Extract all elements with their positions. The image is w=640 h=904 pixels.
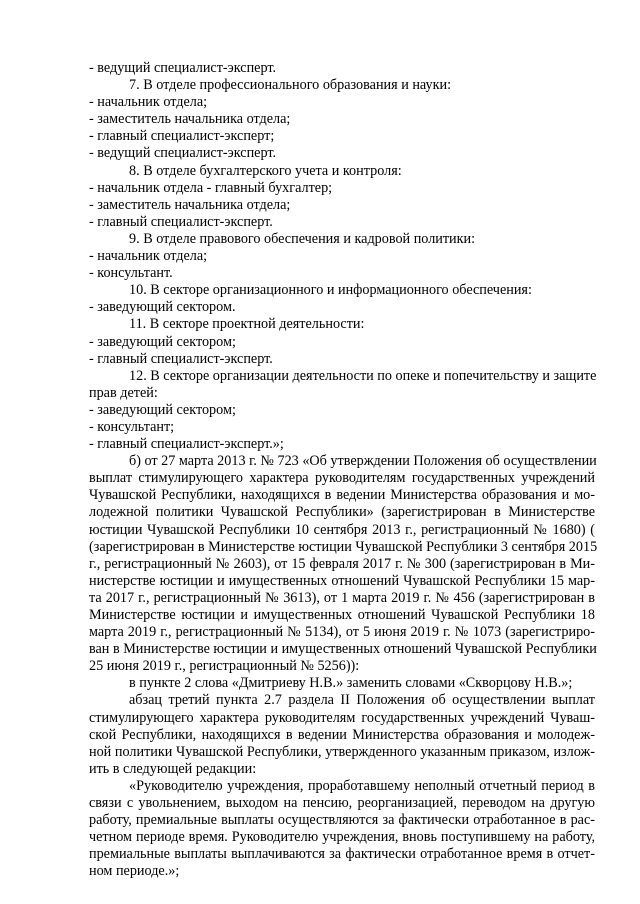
text-line: - главный специалист-эксперт.»; [89, 436, 284, 453]
text-line: ном периоде.»; [89, 863, 180, 880]
text-line: 11. В секторе проектной деятельности: [129, 316, 365, 333]
text-line: - заведующий сектором. [89, 299, 236, 316]
text-line: юстиции Чувашской Республики 10 сентября 2013 г., регистрационный № 1680) ( [89, 521, 595, 538]
text-line: нистерстве юстиции и имущественных отношений Чувашской Республики 15 мар- [89, 572, 595, 589]
text-line: - начальник отдела - главный бухгалтер; [89, 179, 333, 196]
text-line: связи с увольнением, выходом на пенсию, реорганизацией, переводом на другую [89, 795, 595, 812]
text-line: ить в следующей редакции: [89, 760, 257, 777]
text-line: Чувашской Республики, находящихся в ведении Министерства образования и мо- [89, 487, 595, 504]
text-line: - заведующий сектором; [89, 401, 236, 418]
text-line: - консультант; [89, 418, 175, 435]
text-line: 25 июня 2019 г., регистрационный № 5256)): [89, 658, 360, 675]
text-line: - заместитель начальника отдела; [89, 196, 291, 213]
text-line: четном периоде время. Руководителю учреждения, вновь поступившему на работу, [89, 829, 595, 846]
document-body [89, 60, 598, 881]
text-line: в пункте 2 слова «Дмитриеву Н.В.» заменить словами «Скворцову Н.В.»; [129, 675, 573, 692]
text-line: ван в Министерстве юстиции и имущественных отношений Чувашской Республики [89, 641, 597, 658]
text-line: 9. В отделе правового обеспечения и кадровой политики: [129, 230, 476, 247]
text-line: 8. В отделе бухгалтерского учета и контроля: [129, 162, 402, 179]
text-line: 7. В отделе профессионального образования и науки: [129, 77, 452, 94]
text-line: ной политики Чувашской Республики, утвержденного указанным приказом, излож- [89, 743, 595, 760]
text-line: марта 2019 г., регистрационный № 5134), от 5 июня 2019 г. № 1073 (зарегистриро- [89, 624, 595, 641]
text-line: - главный специалист-эксперт. [89, 350, 273, 367]
text-line: - начальник отдела; [89, 94, 208, 111]
text-line: «Руководителю учреждения, проработавшему неполный отчетный период в [129, 777, 595, 794]
text-line: б) от 27 марта 2013 г. № 723 «Об утверждении Положения об осуществлении [129, 453, 597, 470]
text-line: - заведующий сектором; [89, 333, 236, 350]
text-line: Министерстве юстиции и имущественных отношений Чувашской Республики 18 [89, 607, 595, 623]
text-line: лодежной политики Чувашской Республики» (зарегистрирован в Министерстве [89, 504, 595, 521]
text-line: - главный специалист-эксперт. [89, 213, 273, 230]
text-line: - заместитель начальника отдела; [89, 111, 291, 128]
text-line: - начальник отдела; [89, 248, 208, 265]
text-line: работу, премиальные выплаты осуществляются за фактически отработанное в рас- [89, 812, 595, 829]
text-line: премиальные выплаты выплачиваются за фактически отработанное время в отчет- [89, 846, 595, 863]
text-line: - ведущий специалист-эксперт. [89, 145, 277, 162]
text-line: - ведущий специалист-эксперт. [89, 60, 277, 76]
text-line: та 2017 г., регистрационный № 3613), от 1 марта 2019 г. № 456 (зарегистрирован в [89, 589, 595, 606]
text-line: 12. В секторе организации деятельности по опеке и попечительству и защите [129, 367, 597, 384]
text-line: - консультант. [89, 265, 173, 282]
text-line: (зарегистрирован в Министерстве юстиции Чувашской Республики 3 сентября 2015 [89, 538, 598, 555]
text-line: стимулирующего характера руководителям государственных учреждений Чуваш- [89, 709, 595, 726]
text-line: ской Республики, находящихся в ведении Министерства образования и молодеж- [89, 726, 595, 743]
text-line: г., регистрационный № 2603), от 15 февраля 2017 г. № 300 (зарегистрирован в Ми- [89, 555, 595, 572]
text-line: абзац третий пункта 2.7 раздела II Положения об осуществлении выплат [129, 692, 595, 709]
text-line: 10. В секторе организационного и информационного обеспечения: [129, 282, 532, 299]
text-line: - главный специалист-эксперт; [89, 128, 275, 145]
text-line: прав детей: [89, 384, 158, 401]
text-line: выплат стимулирующего характера руководителям государственных учреждений [89, 470, 595, 487]
